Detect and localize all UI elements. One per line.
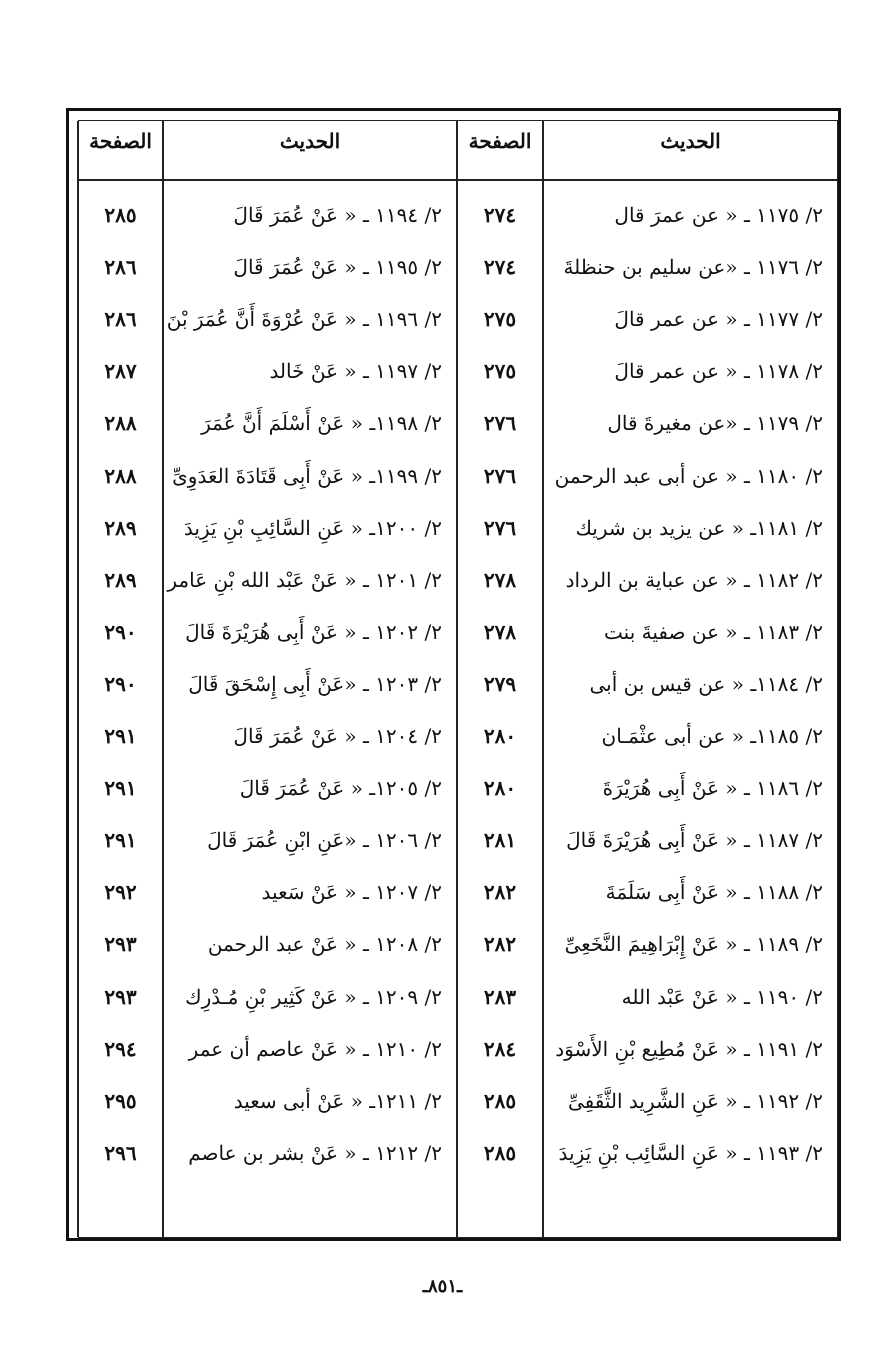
page-ref-right: ٢٨٢ — [483, 880, 517, 905]
page-ref-right: ٢٨٠ — [483, 776, 517, 801]
page-ref-left: ٢٩٠ — [104, 671, 137, 696]
hadith-entry-left: ٢/ ١٢٠٢ ـ « عَنْ أَبِى هُرَيْرَةَ قَالَ — [185, 619, 442, 644]
hadith-entry-right: ٢/ ١١٨٣ ـ « عن صفيةَ بنت — [604, 619, 823, 644]
hadith-entry-right: ٢/ ١١٧٩ ـ «عن مغيرةَ قال — [607, 411, 823, 436]
hadith-entry-right: ٢/ ١١٧٦ ـ «عن سليم بن حنظلةَ — [563, 255, 823, 280]
page-ref-right: ٢٧٤ — [483, 203, 517, 227]
hadith-entry-right: ٢/ ١١٨٨ ـ « عَنْ أَبِى سَلَمَةَ — [605, 880, 823, 905]
hadith-entry-left: ٢/ ١٢١٠ ـ « عَنْ عاصم أن عمر — [188, 1036, 442, 1061]
page-ref-right: ٢٨٥ — [483, 1088, 517, 1113]
hadith-entry-left: ٢/ ١٢٠٧ ـ « عَنْ سَعيد — [261, 880, 442, 905]
page-ref-right: ٢٧٨ — [483, 619, 517, 644]
hadith-entry-left: ٢/ ١١٩٤ ـ « عَنْ عُمَرَ قَالَ — [233, 203, 442, 227]
hadith-entry-right: ٢/ ١١٩٣ ـ « عَنِ السَّائِب بْنِ يَزِيدَ — [558, 1140, 823, 1165]
hadith-entry-left: ٢/ ١٢٠٣ ـ «عَنْ أَبِى إِسْحَقَ قَالَ — [188, 671, 442, 696]
hadith-entry-left: ٢/ ١٢١١ـ « عَنْ أبى سعيد — [233, 1088, 442, 1113]
page-ref-left: ٢٩١ — [104, 724, 137, 748]
page-ref-left: ٢٨٦ — [104, 255, 137, 280]
page-ref-left: ٢٩٣ — [104, 984, 137, 1009]
hadith-entry-left: ٢/ ١١٩٩ـ « عَنْ أَبِى قَتَادَةَ العَدَوِىِّ — [172, 463, 442, 488]
hadith-entry-left: ٢/ ١٢٠٤ ـ « عَنْ عُمَرَ قَالَ — [233, 724, 442, 748]
page-ref-right: ٢٧٥ — [483, 359, 517, 384]
page-ref-right: ٢٧٦ — [483, 463, 517, 488]
hadith-entry-right: ٢/ ١١٨١ـ « عن يزيد بن شريك — [575, 515, 823, 540]
hadith-entry-left: ٢/ ١٢١٢ ـ « عَنْ بشر بن عاصم — [188, 1140, 442, 1165]
hadith-entry-right: ٢/ ١١٨٢ ـ « عن عباية بن الرداد — [565, 567, 823, 592]
page-ref-right: ٢٨٣ — [483, 984, 517, 1009]
header-page-right: الصفحة — [468, 129, 532, 153]
page-ref-right: ٢٨٥ — [483, 1140, 517, 1165]
page-ref-left: ٢٨٨ — [104, 463, 137, 488]
header-page-left: الصفحة — [89, 129, 152, 153]
page-ref-left: ٢٨٩ — [104, 567, 137, 592]
page-ref-left: ٢٩٥ — [104, 1088, 137, 1113]
page-ref-right: ٢٨٠ — [483, 724, 517, 748]
header-row — [79, 121, 837, 181]
page-ref-left: ٢٩٤ — [104, 1036, 137, 1061]
page-ref-left: ٢٨٩ — [104, 515, 137, 540]
hadith-entry-right: ٢/ ١١٧٧ ـ « عن عمر قالَ — [614, 307, 823, 332]
hadith-entry-left: ٢/ ١٢٠٥ـ « عَنْ عُمَرَ قَالَ — [239, 776, 442, 801]
hadith-entry-left: ٢/ ١١٩٦ ـ « عَنْ عُرْوَةَ أَنَّ عُمَرَ بْنَ — [166, 307, 442, 332]
page-ref-right: ٢٨١ — [483, 828, 517, 853]
page-ref-left: ٢٨٥ — [104, 203, 137, 227]
page-number: ـ٨٥١ـ — [422, 1276, 463, 1297]
hadith-entry-right: ٢/ ١١٨٤ـ « عن قيس بن أبى — [589, 671, 823, 696]
hadith-entry-right: ٢/ ١١٩١ ـ « عَنْ مُطِيع بْنِ الأَسْوَد — [555, 1036, 823, 1061]
hadith-entry-left: ٢/ ١٢٠١ ـ « عَنْ عَبْد الله بْنِ عَامر — [167, 567, 442, 592]
hadith-entry-right: ٢/ ١١٩٠ ـ « عَنْ عَبْد الله — [621, 984, 823, 1009]
page-ref-right: ٢٧٤ — [483, 255, 517, 280]
page-ref-left: ٢٩٦ — [104, 1140, 137, 1165]
hadith-entry-right: ٢/ ١١٨٠ ـ « عن أبى عبد الرحمن — [554, 463, 823, 488]
page-ref-left: ٢٨٨ — [104, 411, 137, 436]
page-ref-right: ٢٧٩ — [483, 671, 517, 696]
hadith-entry-left: ٢/ ١٢٠٨ ـ « عَنْ عبد الرحمن — [207, 932, 442, 957]
hadith-entry-right: ٢/ ١١٨٦ ـ « عَنْ أَبِى هُرَيْرَةَ — [602, 776, 823, 801]
hadith-entry-left: ٢/ ١٢٠٠ـ « عَنِ السَّائِبِ بْنِ يَزِيدَ — [183, 515, 442, 540]
page-ref-right: ٢٨٢ — [483, 932, 517, 957]
hadith-entry-left: ٢/ ١٢٠٦ ـ «عَنِ ابْنِ عُمَرَ قَالَ — [207, 828, 442, 853]
page-ref-right: ٢٧٦ — [483, 515, 517, 540]
page-ref-right: ٢٧٦ — [483, 411, 517, 436]
page-ref-left: ٢٩٣ — [104, 932, 137, 957]
page-ref-left: ٢٨٦ — [104, 307, 137, 332]
index-table — [78, 120, 838, 1238]
page-ref-left: ٢٩٢ — [104, 880, 137, 905]
hadith-entry-left: ٢/ ١١٩٨ـ « عَنْ أَسْلَمَ أَنَّ عُمَرَ — [201, 411, 442, 436]
hadith-entry-right: ٢/ ١١٨٩ ـ « عَنْ إِبْرَاهِيمَ النَّخَعِىِّ — [564, 932, 823, 957]
hadith-entry-right: ٢/ ١١٨٥ـ « عن أبى عثْمَـان — [601, 724, 823, 748]
page-ref-left: ٢٩١ — [104, 828, 137, 853]
page-ref-left: ٢٩٠ — [104, 619, 137, 644]
page-ref-right: ٢٧٨ — [483, 567, 517, 592]
header-hadith-left: الحديث — [279, 129, 341, 153]
hadith-entry-right: ٢/ ١١٩٢ ـ « عَنِ الشَّرِيد الثَّقَفِىِّ — [567, 1088, 823, 1113]
hadith-entry-left: ٢/ ١١٩٥ ـ « عَنْ عُمَرَ قَالَ — [233, 255, 442, 280]
hadith-entry-left: ٢/ ١٢٠٩ ـ « عَنْ كَثِير بْنِ مُـدْرِك — [185, 984, 442, 1009]
page-ref-right: ٢٧٥ — [483, 307, 517, 332]
hadith-entry-right: ٢/ ١١٨٧ ـ « عَنْ أَبِى هُرَيْرَةَ قَالَ — [566, 828, 823, 853]
page-ref-right: ٢٨٤ — [483, 1036, 517, 1061]
hadith-entry-right: ٢/ ١١٧٥ ـ « عن عمرَ قال — [614, 203, 823, 227]
hadith-entry-left: ٢/ ١١٩٧ ـ « عَنْ خَالد — [269, 359, 442, 384]
page-ref-left: ٢٨٧ — [104, 359, 137, 384]
hadith-entry-right: ٢/ ١١٧٨ ـ « عن عمر قالَ — [614, 359, 823, 384]
header-hadith-right: الحديث — [660, 129, 721, 153]
page-ref-left: ٢٩١ — [104, 776, 137, 801]
